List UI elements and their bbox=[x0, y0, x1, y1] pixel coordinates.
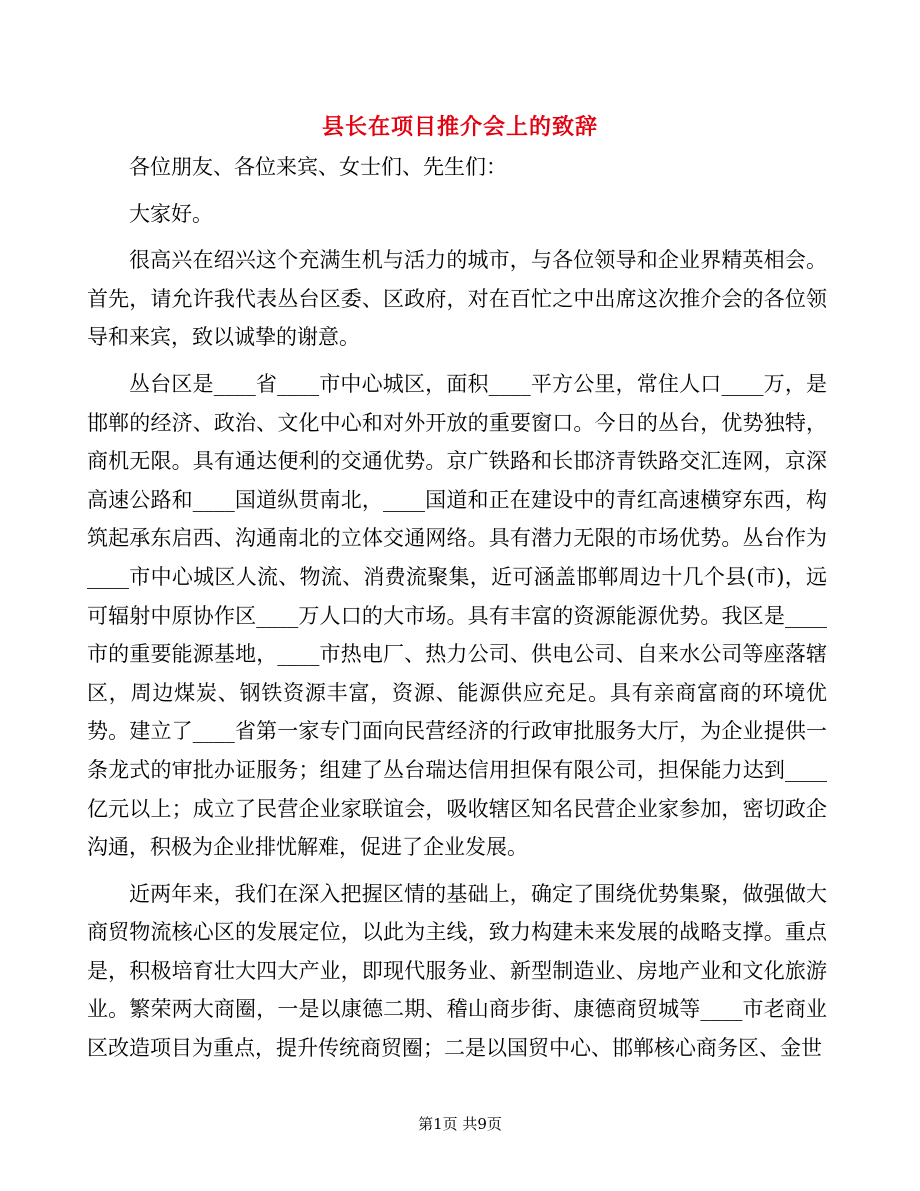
paragraph-development: 近两年来，我们在深入把握区情的基础上，确定了围绕优势集聚，做强做大商贸物流核心区的发展定位，以此为主线，致力构建未来发展的战略支撑。重点是，积极培育壮大四大产业，即现代服务业、新型制造业、房地产业和文化旅游业。繁荣两大商圈，一是以康德二期、稽山商步街、康德商贸城等____市老商业区改造项目为重点，提升传统商贸圈；二是以国贸中心、邯郸核心商务区、金世 bbox=[87, 881, 827, 1061]
paragraph-intro: 很高兴在绍兴这个充满生机与活力的城市，与各位领导和企业界精英相会。首先，请允许我代表丛台区委、区政府，对在百忙之中出席这次推介会的各位领导和来宾，致以诚挚的谢意。 bbox=[87, 248, 827, 350]
page-number: 第1页 共9页 bbox=[418, 1115, 502, 1133]
document-body bbox=[87, 148, 827, 1068]
paragraph-hello: 大家好。 bbox=[129, 201, 213, 226]
paragraph-district-advantages: 丛台区是____省____市中心城区，面积____平方公里，常住人口____万，是邯郸的经济、政治、文化中心和对外开放的重要窗口。今日的丛台，优势独特，商机无限。具有通达便利的交通优势。京广铁路和长邯济青铁路交汇连网，京深高速公路和____国道纵贯南北，____国道和正在建设中的青红高速横穿东西，构筑起承东启西、沟通南北的立体交通网络。具有潜力无限的市场优势。丛台作为____市中心城区人流、物流、消费流聚集，近可涵盖邯郸周边十几个县(市)，远可辐射中原协作区____万人口的大市场。具有丰富的资源能源优势。我区是____市的重要能源基地，____市热电厂、热力公司、供电公司、自来水公司等座落辖区，周边煤炭、钢铁资源丰富，资源、能源供应充足。具有亲商富商的环境优势。建立了____省第一家专门面向民营经济的行政审批服务大厅，为企业提供一条龙式的审批办证服务；组建了丛台瑞达信用担保有限公司，担保能力达到____亿元以上；成立了民营企业家联谊会，吸收辖区知名民营企业家参加，密切政企沟通，积极为企业排忧解难，促进了企业发展。 bbox=[87, 371, 827, 860]
document-title: 县长在项目推介会上的致辞 bbox=[321, 114, 598, 140]
paragraph-greeting: 各位朋友、各位来宾、女士们、先生们： bbox=[129, 155, 507, 179]
